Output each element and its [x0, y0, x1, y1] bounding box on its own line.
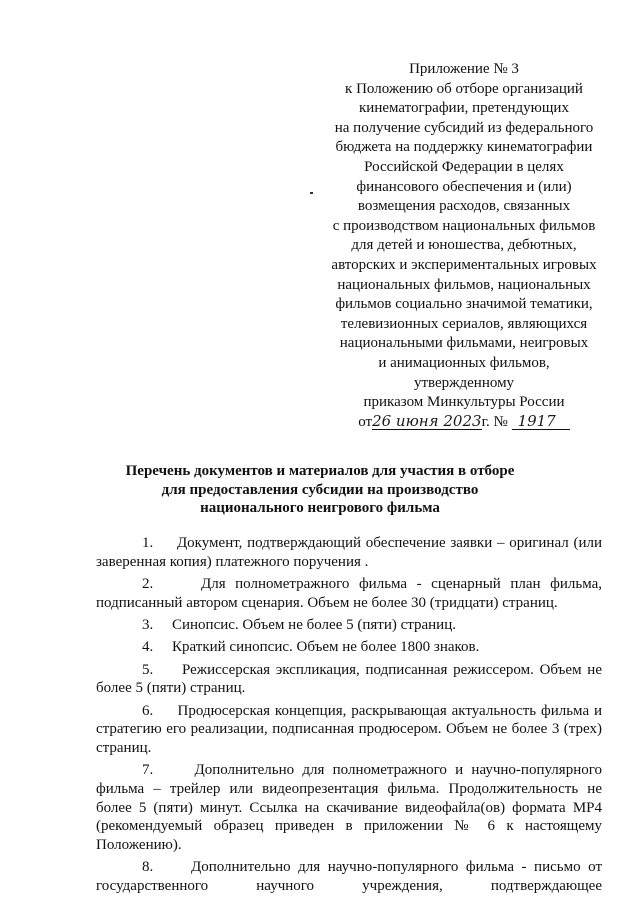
list-item [96, 575, 602, 612]
appendix-line: возмещения расходов, связанных [357, 198, 571, 215]
appendix-line: с производством национальных фильмов [332, 217, 596, 234]
item-number: 8. [142, 859, 154, 876]
appendix-header [318, 60, 610, 432]
order-number-handwritten: 1917 [512, 414, 570, 430]
list-item [96, 702, 602, 758]
appendix-line: фильмов социально значимой тематики, [335, 296, 593, 313]
appendix-line: приказом Минкультуры России [363, 394, 565, 411]
item-text: Продюсерская концепция, раскрывающая актуальность фильма и стратегию его реализации, подписанная продюсером. Объем не более 3 (трех) страниц. [96, 702, 602, 756]
appendix-line: национальными фильмами, неигровых [339, 335, 589, 352]
item-text: Синопсис. Объем не более 5 (пяти) страниц. [172, 616, 456, 633]
item-number: 3. [142, 616, 154, 633]
appendix-line: для детей и юношества, дебютных, [351, 237, 577, 254]
appendix-line: утвержденному [413, 374, 515, 391]
scan-speck [310, 192, 313, 194]
appendix-line: авторских и экспериментальных игровых [331, 256, 597, 273]
item-text: Краткий синопсис. Объем не более 1800 знаков. [172, 639, 480, 656]
appendix-line: финансового обеспечения и (или) [356, 178, 572, 195]
appendix-line: и анимационных фильмов, [378, 354, 550, 371]
item-text: Документ, подтверждающий обеспечение заявки – оригинал (или заверенная копия) платежного поручения . [96, 535, 602, 570]
documents-list [96, 534, 602, 899]
appendix-line: Приложение № 3 [409, 61, 519, 77]
item-number: 5. [142, 661, 154, 678]
item-number: 1. [142, 535, 154, 551]
list-item [96, 661, 602, 698]
title-line: национального неигрового фильма [200, 500, 440, 516]
title-line: для предоставления субсидии на производство [161, 481, 479, 498]
item-text: Дополнительно для полнометражного и научно-популярного фильма – трейлер или видеопрезентация фильма. Продолжительность не более 5 (пяти) минут. Ссылка на скачивание видеофайла(ов) формата MP4 (рекомендуемый образец приведен в приложении № 6 к настоящему Положению). [96, 762, 603, 853]
appendix-line: кинематографии, претендующих [359, 100, 569, 117]
list-item [96, 638, 602, 657]
list-item [96, 616, 602, 635]
appendix-line: Российской Федерации в целях [364, 158, 564, 175]
item-number: 2. [142, 575, 154, 592]
list-item [96, 858, 602, 895]
order-reference [318, 413, 610, 433]
item-number: 7. [142, 762, 154, 779]
appendix-line: бюджета на поддержку кинематографии [335, 139, 593, 156]
appendix-line: к Положению об отборе организаций [345, 80, 583, 97]
title-line: Перечень документов и материалов для участия в отборе [125, 463, 515, 479]
appendix-line: телевизионных сериалов, являющихся [340, 315, 588, 332]
list-item [96, 534, 602, 571]
list-item [96, 761, 602, 854]
order-number-label: г. № [481, 413, 508, 430]
item-text: Режиссерская экспликация, подписанная режиссером. Объем не более 5 (пяти) страниц. [96, 661, 602, 697]
item-number: 6. [142, 702, 154, 719]
document-title [60, 462, 580, 518]
appendix-line: на получение субсидий из федерального [334, 119, 594, 136]
order-prefix: от [358, 413, 373, 430]
item-text: Для полнометражного фильма - сценарный план фильма, подписанный автором сценария. Объем не более 30 (тридцати) страниц. [96, 575, 602, 611]
item-text: Дополнительно для научно-популярного фильма - письмо от государственного научного учреждения, подтверждающее [96, 859, 603, 894]
item-number: 4. [142, 639, 154, 656]
appendix-line: национальных фильмов, национальных [337, 276, 591, 293]
order-date-handwritten: 26 июня 2023 [372, 411, 482, 430]
